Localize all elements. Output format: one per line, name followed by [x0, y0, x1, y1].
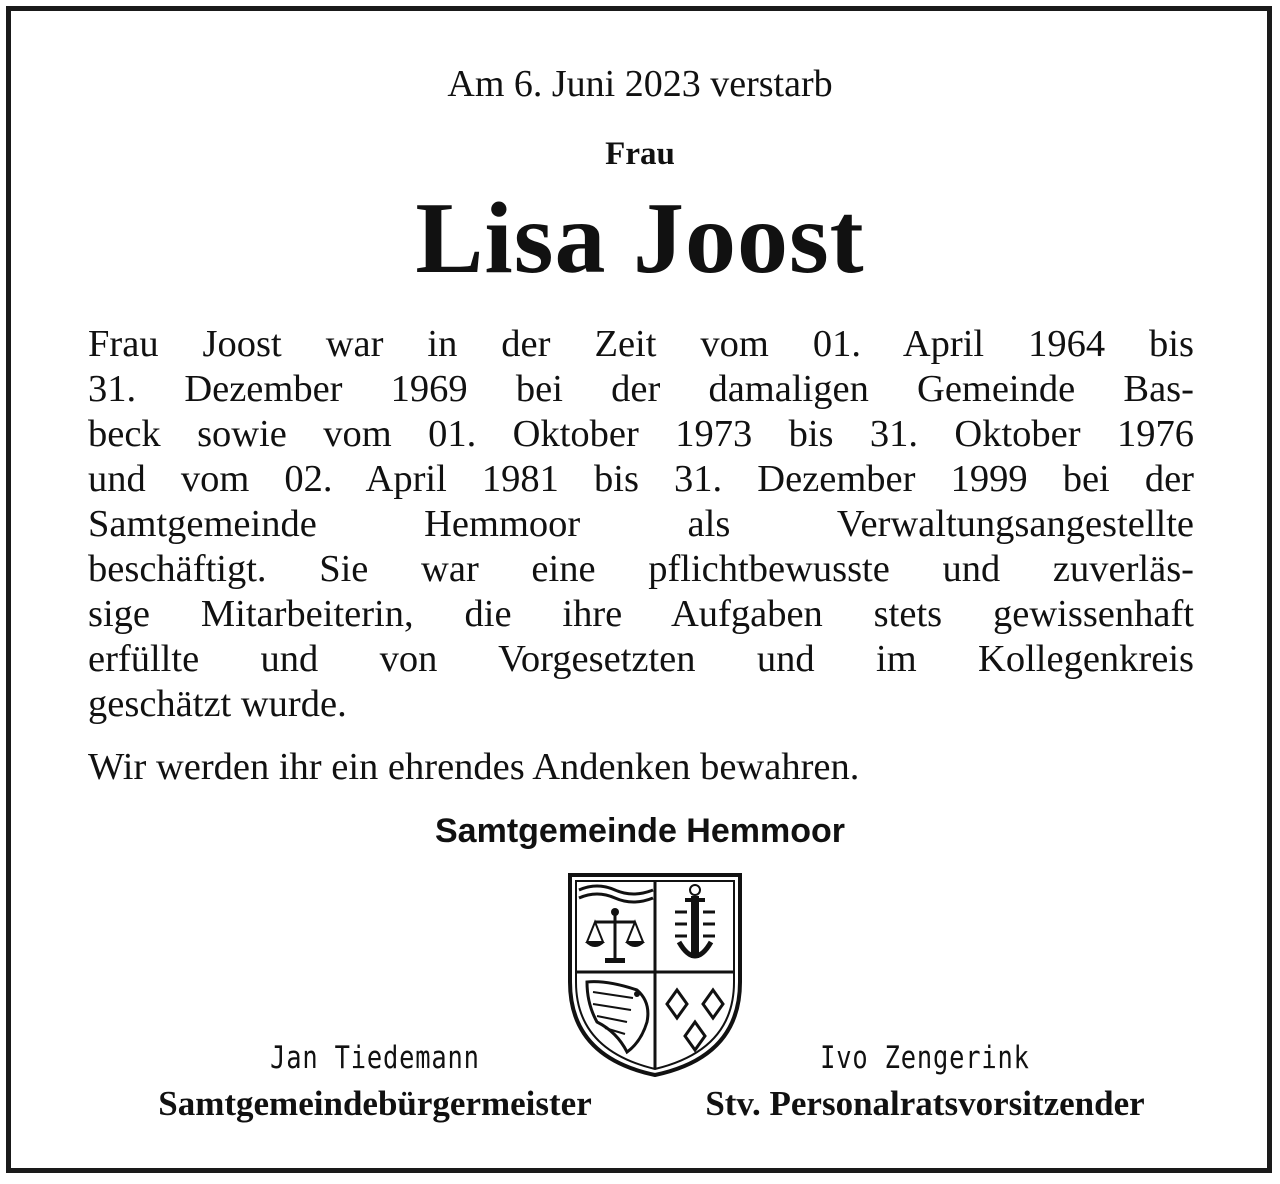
body-line: und vom 02. April 1981 bis 31. Dezember 1999 bei der: [88, 458, 1194, 500]
closing-sentence: Wir werden ihr ein ehrendes Andenken bewahren.: [88, 746, 860, 788]
body-line: Samtgemeinde Hemmoor als Verwaltungsangestellte: [88, 503, 1194, 545]
signatory-left: [90, 1040, 660, 1124]
deceased-name: Lisa Joost: [415, 182, 865, 295]
organization-name: Samtgemeinde Hemmoor: [435, 812, 845, 850]
body-line: 31. Dezember 1969 bei der damaligen Gemeinde Bas-: [88, 368, 1194, 410]
body-line: beschäftigt. Sie war eine pflichtbewusste und zuverläs-: [88, 548, 1194, 590]
body-line: erfüllte und von Vorgesetzten und im Kollegenkreis: [88, 638, 1194, 680]
body-line: geschätzt wurde.: [88, 683, 347, 725]
signatory-name: Jan Tiedemann: [270, 1040, 480, 1076]
signatory-right: [640, 1040, 1210, 1124]
signatory-role: Stv. Personalratsvorsitzender: [705, 1084, 1145, 1123]
obituary-body: [88, 322, 1194, 727]
death-date-intro: Am 6. Juni 2023 verstarb: [447, 63, 833, 105]
body-line: sige Mitarbeiterin, die ihre Aufgaben stets gewissenhaft: [88, 593, 1194, 635]
salutation: Frau: [605, 136, 675, 172]
body-line: beck sowie vom 01. Oktober 1973 bis 31. Oktober 1976: [88, 413, 1194, 455]
body-line: Frau Joost war in der Zeit vom 01. April 1964 bis: [88, 323, 1194, 365]
signatory-role: Samtgemeindebürgermeister: [158, 1084, 592, 1123]
signatory-name: Ivo Zengerink: [820, 1040, 1030, 1076]
